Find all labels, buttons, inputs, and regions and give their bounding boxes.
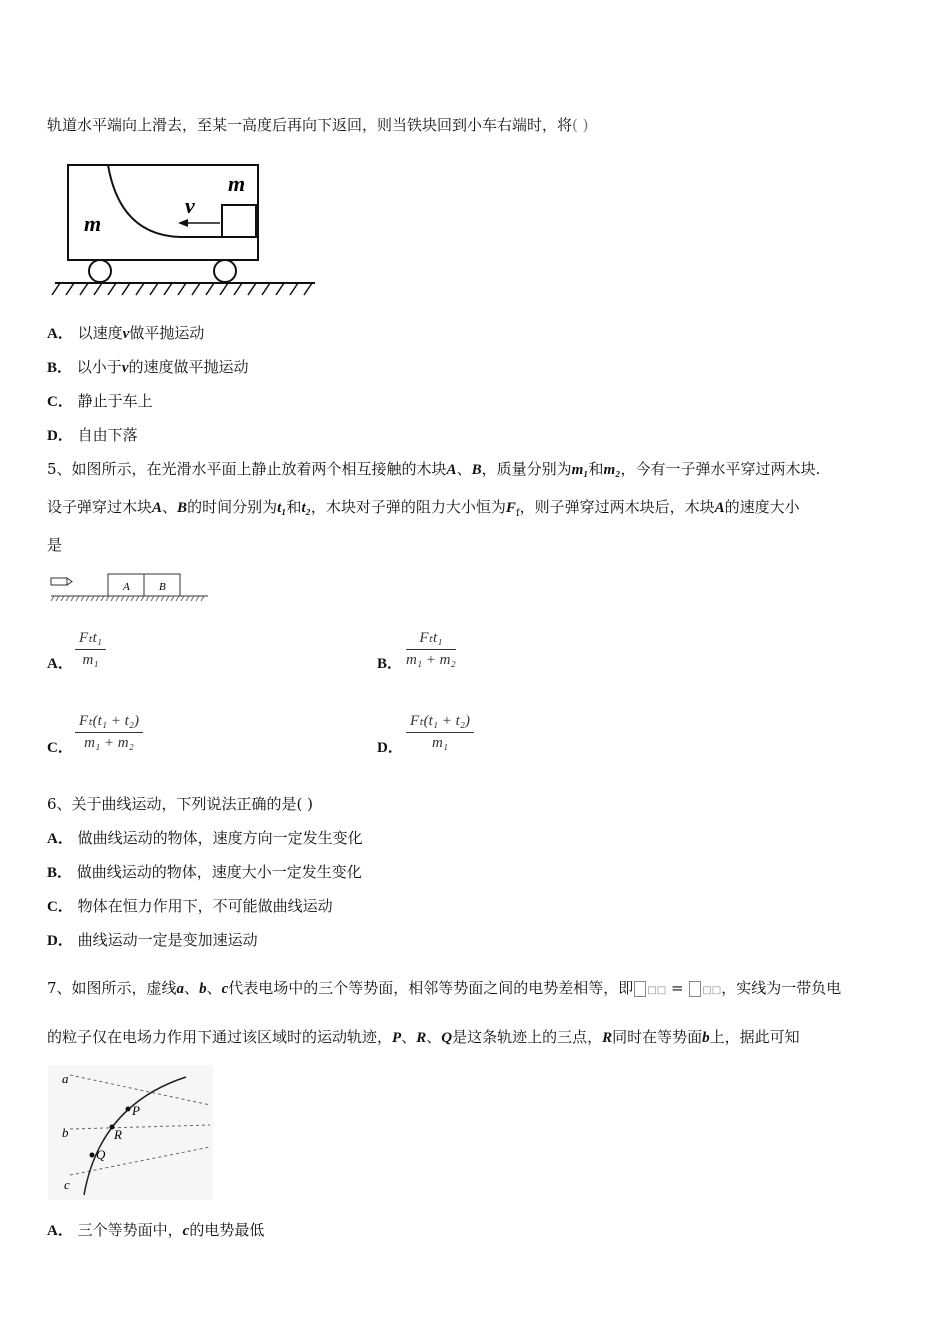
svg-text:P: P xyxy=(132,1103,140,1118)
blocks-figure xyxy=(48,570,213,604)
svg-text:b: b xyxy=(62,1125,69,1140)
q5-option-b-fraction[interactable]: Fₜt₁ m₁ + m₂ xyxy=(406,630,456,668)
q5-option-c-fraction[interactable]: Fₜ(t₁ + t₂) m₁ + m₂ xyxy=(75,711,143,752)
label-m-cart: m xyxy=(84,211,102,236)
equipotential-figure xyxy=(48,1065,213,1200)
q5-stem-line1: 5、如图所示，在光滑水平面上静止放着两个相互接触的木块A、B，质量分别为m₁和m₂，今有一子弹水平穿过两木块. xyxy=(47,460,821,478)
q6-option-c[interactable]: C． 物体在恒力作用下，不可能做曲线运动 xyxy=(47,897,333,915)
q7-stem-line2: 的粒子仅在电场力作用下通过该区域时的运动轨迹，P、R、Q是这条轨迹上的三点，R同时在等势面b上，据此可知 xyxy=(47,1028,800,1046)
cart-figure xyxy=(50,155,330,305)
svg-text:R: R xyxy=(114,1127,122,1142)
q6-option-d[interactable]: D． 曲线运动一定是变加速运动 xyxy=(47,931,258,949)
q7-stem-line1: 7、如图所示，虚线a、b、c代表电场中的三个等势面，相邻等势面之间的电势差相等，即 □□ = □□，实线为一带负电 xyxy=(47,979,842,997)
q4-option-b[interactable]: B． 以小于v的速度做平抛运动 xyxy=(47,358,249,376)
label-m-block: m xyxy=(228,171,246,196)
svg-text:a: a xyxy=(62,1071,69,1086)
q4-option-d[interactable]: D． 自由下落 xyxy=(47,426,138,444)
q5-option-a-key[interactable]: A． xyxy=(47,656,73,672)
q6-option-b[interactable]: B． 做曲线运动的物体，速度大小一定发生变化 xyxy=(47,863,362,881)
q4-option-a[interactable]: A． 以速度v做平抛运动 xyxy=(47,324,205,342)
answer-paren: ( ) xyxy=(572,116,589,134)
q5-stem-line2: 设子弹穿过木块A、B的时间分别为t₁和t₂，木块对子弹的阻力大小恒为$F_f$，则子弹穿过两木块后，木块A的速度大小 xyxy=(47,498,800,519)
q5-option-d-key[interactable]: D． xyxy=(377,740,403,756)
svg-text:B: B xyxy=(159,581,166,593)
curved-track xyxy=(108,165,225,237)
missing-glyph-icon xyxy=(634,981,646,997)
q5-stem-line3: 是 xyxy=(47,536,63,554)
q6-stem: 6、关于曲线运动，下列说法正确的是( ) xyxy=(47,795,314,813)
missing-glyph-icon xyxy=(689,981,701,997)
q4-option-c[interactable]: C． 静止于车上 xyxy=(47,392,153,410)
svg-text:c: c xyxy=(64,1177,70,1192)
svg-text:A: A xyxy=(123,581,130,593)
wheel-left xyxy=(89,260,111,282)
iron-block xyxy=(222,205,256,237)
q6-option-a[interactable]: A． 做曲线运动的物体，速度方向一定发生变化 xyxy=(47,829,363,847)
q5-option-a-fraction[interactable]: Fₜt₁ m₁ xyxy=(75,628,106,669)
svg-text:Q: Q xyxy=(96,1147,106,1162)
q7-option-a[interactable]: A． 三个等势面中，c的电势最低 xyxy=(47,1221,265,1239)
q4-stem: 轨道水平端向上滑去，至某一高度后再向下返回，则当铁块回到小车右端时，将( ) xyxy=(47,116,589,134)
bullet xyxy=(51,578,67,585)
q5-option-b-key[interactable]: B． xyxy=(377,656,403,672)
q5-option-d-fraction[interactable]: Fₜ(t₁ + t₂) m₁ xyxy=(406,711,474,752)
q5-option-c-key[interactable]: C． xyxy=(47,740,73,756)
wheel-right xyxy=(214,260,236,282)
label-v: v xyxy=(185,193,195,218)
